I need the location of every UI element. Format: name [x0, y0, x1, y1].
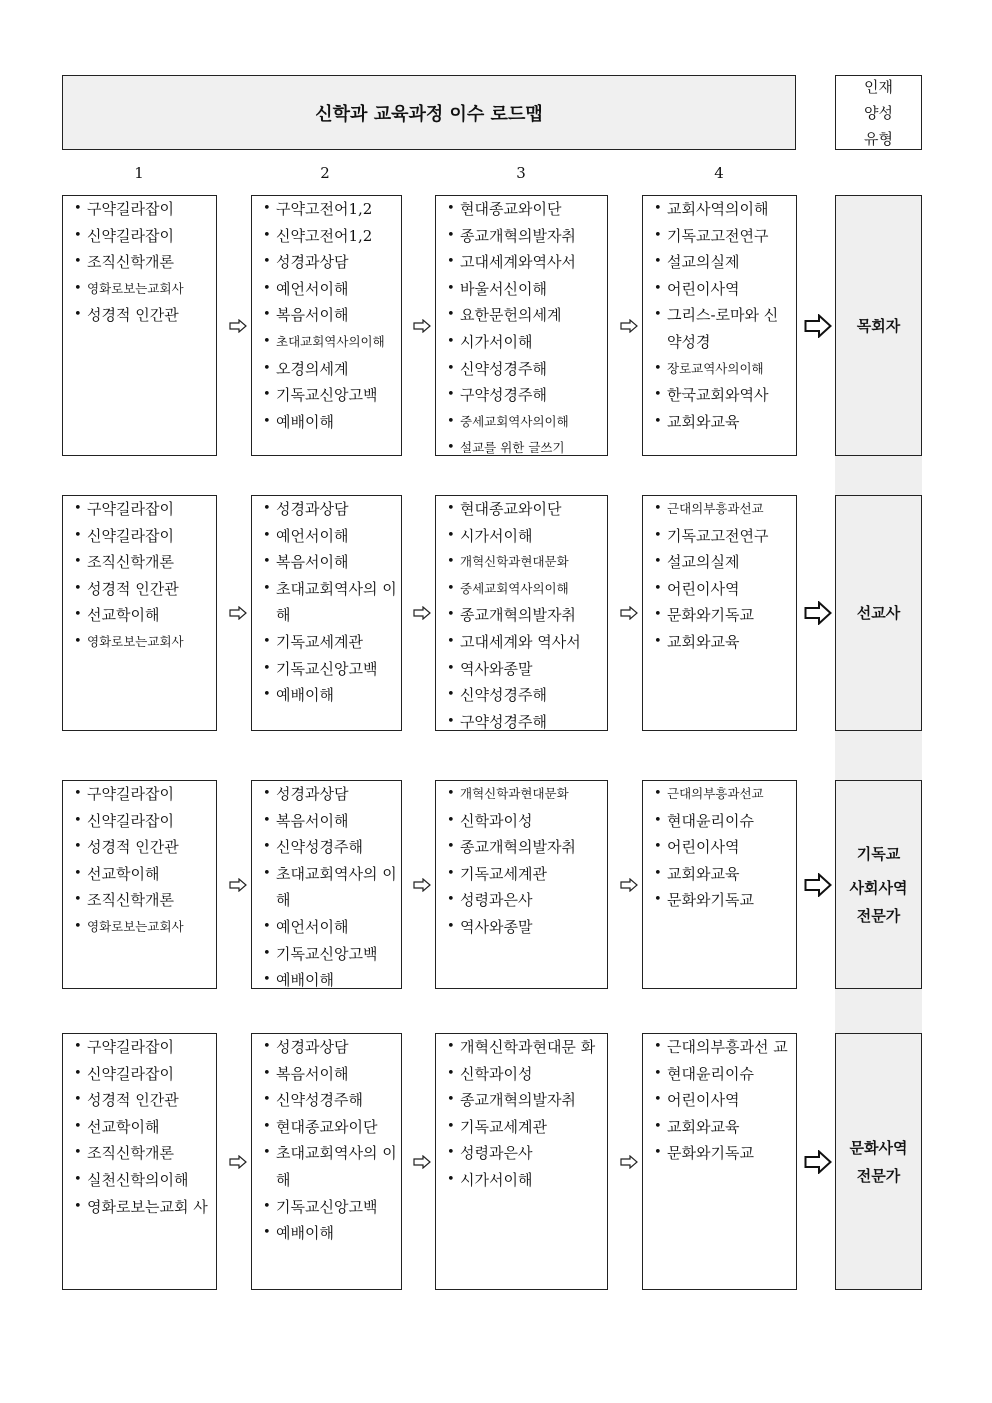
talent-type-label: 사회사역: [849, 878, 908, 897]
course-item: • 초대교회역사의 이해: [262, 576, 397, 629]
arrow-right-icon: [229, 1155, 247, 1169]
course-item: • 성경적 인간관: [73, 576, 212, 603]
course-item: • 예언서이해: [262, 523, 397, 550]
course-item: • 예배이해: [262, 409, 397, 436]
talent-type-label: 전문가: [856, 1166, 901, 1185]
course-item: • 문화와기독교: [653, 887, 792, 914]
course-list: [653, 781, 792, 914]
course-item: • 구약길라잡이: [73, 496, 212, 523]
arrow-right-icon: [413, 878, 431, 892]
course-list: [446, 781, 603, 941]
course-item: • 영화로보는교회사: [73, 914, 212, 941]
arrow-right-icon: [413, 606, 431, 620]
course-item: • 시가서이해: [446, 1167, 603, 1194]
course-list: [446, 1034, 603, 1194]
arrow-right-icon: [229, 606, 247, 620]
course-item: • 기독교세계관: [262, 629, 397, 656]
course-item: • 신약길라잡이: [73, 1061, 212, 1088]
type-header-line: 유형: [864, 129, 893, 148]
course-item: • 신약성경주해: [262, 834, 397, 861]
course-item: • 교회와교육: [653, 861, 792, 888]
course-list: [262, 781, 397, 989]
course-list: [262, 496, 397, 709]
talent-type-label: 전문가: [856, 906, 901, 925]
course-item: • 교회와교육: [653, 629, 792, 656]
course-item: • 신학과이성: [446, 808, 603, 835]
course-item: • 장로교역사의이해: [653, 356, 792, 383]
course-item: • 신약성경주해: [262, 1087, 397, 1114]
type-header: [835, 75, 922, 150]
course-item: • 중세교회역사의이해: [446, 576, 603, 603]
course-item: • 성경적 인간관: [73, 834, 212, 861]
course-item: • 예언서이해: [262, 276, 397, 303]
course-item: • 기독교신앙고백: [262, 382, 397, 409]
course-list: [446, 496, 603, 731]
course-item: • 종교개혁의발자취: [446, 834, 603, 861]
course-item: • 구약길라잡이: [73, 196, 212, 223]
course-item: • 기독교신앙고백: [262, 1194, 397, 1221]
arrow-right-large-icon: [804, 601, 832, 625]
stage-number: 2: [320, 164, 330, 182]
course-item: • 교회와교육: [653, 409, 792, 436]
course-item: • 문화와기독교: [653, 602, 792, 629]
course-list: [653, 496, 792, 656]
course-item: • 선교학이해: [73, 1114, 212, 1141]
course-item: • 신약길라잡이: [73, 523, 212, 550]
arrow-right-large-icon: [804, 1150, 832, 1174]
course-list: [446, 196, 603, 456]
course-item: • 성경적 인간관: [73, 302, 212, 329]
course-item: • 근대의부흥과선교: [653, 781, 792, 808]
course-item: • 현대윤리이슈: [653, 1061, 792, 1088]
course-item: • 개혁신학과현대문화: [446, 549, 603, 576]
course-box: [62, 195, 217, 456]
course-item: • 현대종교와이단: [446, 196, 603, 223]
course-item: • 성경적 인간관: [73, 1087, 212, 1114]
talent-type-box: [835, 495, 922, 731]
course-item: • 신약길라잡이: [73, 223, 212, 250]
course-item: • 바울서신이해: [446, 276, 603, 303]
course-item: • 어린이사역: [653, 834, 792, 861]
course-item: • 성경과상담: [262, 249, 397, 276]
course-item: • 예배이해: [262, 1220, 397, 1247]
talent-type-label: 목회자: [856, 316, 901, 335]
course-item: • 현대윤리이슈: [653, 808, 792, 835]
arrow-right-icon: [413, 1155, 431, 1169]
course-item: • 구약길라잡이: [73, 781, 212, 808]
course-item: • 영화로보는교회사: [73, 629, 212, 656]
course-item: • 신약고전어1,2: [262, 223, 397, 250]
course-item: • 성령과은사: [446, 1140, 603, 1167]
arrow-right-icon: [620, 606, 638, 620]
stage-number: 3: [516, 164, 526, 182]
course-list: [653, 196, 792, 435]
course-item: • 신약길라잡이: [73, 808, 212, 835]
course-box: [251, 780, 402, 989]
course-box: [642, 1033, 797, 1290]
talent-type-label: 선교사: [856, 604, 901, 622]
course-item: • 선교학이해: [73, 602, 212, 629]
course-item: • 개혁신학과현대문 화: [446, 1034, 603, 1061]
course-item: • 교회사역의이해: [653, 196, 792, 223]
course-item: • 초대교회역사의이해: [262, 329, 397, 356]
course-item: • 한국교회와역사: [653, 382, 792, 409]
course-item: • 종교개혁의발자취: [446, 1087, 603, 1114]
course-item: • 예언서이해: [262, 914, 397, 941]
talent-type-box: [835, 195, 922, 456]
course-box: [435, 1033, 608, 1290]
course-list: [262, 196, 397, 435]
course-item: • 기독교고전연구: [653, 223, 792, 250]
course-item: • 복음서이해: [262, 302, 397, 329]
course-item: • 기독교신앙고백: [262, 941, 397, 968]
course-item: • 초대교회역사의 이해: [262, 861, 397, 914]
talent-type-box: [835, 1033, 922, 1290]
course-list: [653, 1034, 792, 1167]
course-item: • 역사와종말: [446, 914, 603, 941]
talent-type-label: 문화사역: [849, 1138, 908, 1157]
arrow-right-large-icon: [804, 873, 832, 897]
arrow-right-icon: [620, 878, 638, 892]
course-box: [251, 495, 402, 731]
course-box: [435, 495, 608, 731]
course-item: • 고대세계와역사서: [446, 249, 603, 276]
course-item: • 설교의실제: [653, 549, 792, 576]
course-item: • 역사와종말: [446, 656, 603, 683]
arrow-right-icon: [413, 319, 431, 333]
course-item: • 성경과상담: [262, 781, 397, 808]
course-list: [262, 1034, 397, 1247]
course-item: • 종교개혁의발자취: [446, 223, 603, 250]
course-item: • 개혁신학과현대문화: [446, 781, 603, 808]
course-item: • 시가서이해: [446, 523, 603, 550]
course-item: • 설교의실제: [653, 249, 792, 276]
course-item: • 신약성경주해: [446, 682, 603, 709]
arrow-right-large-icon: [804, 314, 832, 338]
course-item: • 조직신학개론: [73, 887, 212, 914]
course-item: • 시가서이해: [446, 329, 603, 356]
course-item: • 요한문헌의세계: [446, 302, 603, 329]
course-item: • 신학과이성: [446, 1061, 603, 1088]
course-item: • 조직신학개론: [73, 1140, 212, 1167]
arrow-right-icon: [620, 1155, 638, 1169]
arrow-right-icon: [620, 319, 638, 333]
course-box: [251, 195, 402, 456]
course-item: • 조직신학개론: [73, 549, 212, 576]
course-box: [62, 780, 217, 989]
course-box: [62, 1033, 217, 1290]
course-item: • 예배이해: [262, 682, 397, 709]
course-item: • 구약길라잡이: [73, 1034, 212, 1061]
course-box: [251, 1033, 402, 1290]
course-item: • 구약성경주해: [446, 709, 603, 731]
course-item: • 기독교세계관: [446, 861, 603, 888]
course-box: [642, 195, 797, 456]
course-item: • 어린이사역: [653, 276, 792, 303]
course-box: [62, 495, 217, 731]
course-item: • 복음서이해: [262, 549, 397, 576]
course-item: • 오경의세계: [262, 356, 397, 383]
course-box: [642, 780, 797, 989]
course-item: • 성령과은사: [446, 887, 603, 914]
course-item: • 기독교신앙고백: [262, 656, 397, 683]
course-item: • 복음서이해: [262, 1061, 397, 1088]
course-box: [435, 195, 608, 456]
course-item: • 설교를 위한 글쓰기: [446, 435, 603, 456]
course-item: • 근대의부흥과선교: [653, 496, 792, 523]
type-header-line: 인재: [864, 77, 893, 96]
course-box: [642, 495, 797, 731]
course-item: • 기독교고전연구: [653, 523, 792, 550]
course-item: • 현대종교와이단: [446, 496, 603, 523]
talent-type-box: [835, 780, 922, 989]
course-item: • 구약성경주해: [446, 382, 603, 409]
course-item: • 문화와기독교: [653, 1140, 792, 1167]
course-item: • 교회와교육: [653, 1114, 792, 1141]
course-item: • 근대의부흥과선 교: [653, 1034, 792, 1061]
course-item: • 조직신학개론: [73, 249, 212, 276]
course-item: • 그리스-로마와 신약성경: [653, 302, 792, 355]
course-item: • 영화로보는교회사: [73, 276, 212, 303]
arrow-right-icon: [229, 878, 247, 892]
stage-number: 4: [714, 164, 724, 182]
course-item: • 실천신학의이해: [73, 1167, 212, 1194]
course-item: • 복음서이해: [262, 808, 397, 835]
course-item: • 구약고전어1,2: [262, 196, 397, 223]
course-item: • 고대세계와 역사서: [446, 629, 603, 656]
course-item: • 초대교회역사의 이해: [262, 1140, 397, 1193]
page-title: 신학과 교육과정 이수 로드맵: [62, 75, 796, 150]
course-list: [73, 496, 212, 656]
course-list: [73, 1034, 212, 1220]
course-item: • 선교학이해: [73, 861, 212, 888]
course-item: • 성경과상담: [262, 1034, 397, 1061]
course-item: • 중세교회역사의이해: [446, 409, 603, 436]
course-item: • 기독교세계관: [446, 1114, 603, 1141]
course-list: [73, 196, 212, 329]
course-item: • 영화로보는교회 사: [73, 1194, 212, 1221]
course-item: • 성경과상담: [262, 496, 397, 523]
talent-type-label: 기독교: [856, 844, 901, 863]
course-item: • 예배이해: [262, 967, 397, 989]
arrow-right-icon: [229, 319, 247, 333]
course-item: • 어린이사역: [653, 1087, 792, 1114]
course-box: [435, 780, 608, 989]
course-item: • 종교개혁의발자취: [446, 602, 603, 629]
stage-number: 1: [134, 164, 144, 182]
course-list: [73, 781, 212, 941]
course-item: • 현대종교와이단: [262, 1114, 397, 1141]
course-item: • 어린이사역: [653, 576, 792, 603]
course-item: • 신약성경주해: [446, 356, 603, 383]
type-header-line: 양성: [864, 103, 893, 122]
